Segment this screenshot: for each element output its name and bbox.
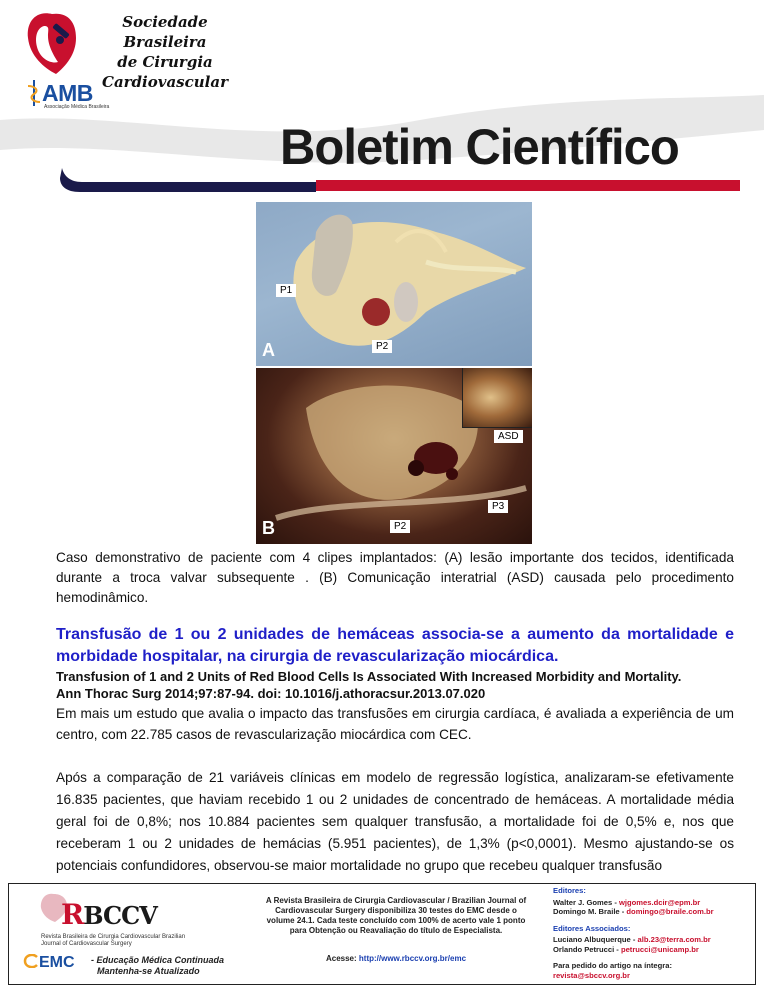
amb-subtitle: Associação Médica Brasileira: [44, 104, 110, 110]
editor-2-email[interactable]: domingo@braile.com.br: [626, 907, 714, 916]
clinical-figure: [256, 202, 532, 544]
emc-logo: [23, 954, 75, 972]
article-title: Transfusão de 1 ou 2 unidades de hemáceas associa-se a aumento da mortalidade e morbidade hospitalar, na cirurgia de revascularização miocárdica.: [56, 626, 734, 665]
access-label: Acesse:: [325, 954, 359, 963]
emc-line-2: Mantenha-se Atualizado: [97, 966, 200, 976]
footer-editors: [553, 886, 753, 980]
assoc-editor-1-name: Luciano Albuquerque -: [553, 935, 638, 944]
access-link[interactable]: http://www.rbccv.org.br/emc: [358, 954, 467, 963]
assoc-editor-2-name: Orlando Petrucci -: [553, 944, 621, 954]
editor-1-name: Walter J. Gomes -: [553, 897, 619, 907]
org-line-3: Cardiovascular: [102, 73, 228, 91]
page-header: [0, 0, 764, 200]
label-asd: ASD: [494, 430, 523, 443]
emc-swirl-icon: [23, 954, 39, 968]
rbccv-subtitle: Revista Brasileira de Cirurgia Cardiovascular Brazilian Journal of Cardiovascular Surgery: [41, 934, 186, 947]
sbccv-logo-icon: [22, 6, 82, 78]
label-p1: P1: [276, 284, 296, 297]
label-p2-top: P2: [372, 340, 392, 353]
label-p2-bottom: P2: [390, 520, 410, 533]
panel-a-specimen: [256, 202, 532, 366]
title-accent-bar: [316, 180, 740, 191]
figure-caption: Caso demonstrativo de paciente com 4 clipes implantados: (A) lesão importante dos tecidos, identificada durante a troca valvar subsequente . (B) Comunicação interatrial (ASD) causada pelo procedimento hemodinâmico.: [56, 550, 734, 605]
label-p3: P3: [488, 500, 508, 513]
editor-2: [553, 907, 753, 917]
footer-emc-info: A Revista Brasileira de Cirurgia Cardiovascular / Brazilian Journal of Cardiovascular Surgery disponibiliza 30 testes do EMC desde o volume 24.1. Cada teste concluído com 100% de acerto vale 1 ponto para Obtenção ou Reavaliação do título de Especialista.: [265, 896, 527, 935]
figure-panel-b: [256, 368, 532, 544]
assoc-editor-1-email[interactable]: alb.23@terra.com.br: [637, 935, 711, 944]
panel-a-letter: A: [262, 340, 275, 360]
editor-1-email[interactable]: wjgomes.dcir@epm.br: [618, 897, 701, 907]
article-english-title: Transfusion of 1 and 2 Units of Red Blood Cells Is Associated With Increased Morbidity and Mortality.: [56, 669, 682, 684]
order-line: Para pedido do artigo na íntegra:: [553, 961, 672, 970]
rbccv-r: R: [61, 898, 84, 931]
order-email[interactable]: revista@sbccv.org.br: [553, 970, 630, 980]
editor-2-name: Domingo M. Braile -: [553, 907, 627, 916]
asd-inset-image: [462, 368, 532, 428]
article-reference: Ann Thorac Surg 2014;97:87-94. doi: 10.1016/j.athoracsur.2013.07.020: [56, 686, 486, 701]
page-title: Boletim Científico: [280, 119, 679, 175]
article-paragraph-1: Em mais um estudo que avalia o impacto das transfusões em cirurgia cardíaca, é avaliada a experiência de um centro, com 22.785 casos de revascularização miocárdica com CEC.: [56, 706, 734, 742]
assoc-editor-1: [553, 935, 753, 945]
emc-tagline: [91, 955, 224, 977]
assoc-editor-2-email[interactable]: petrucci@unicamp.br: [620, 944, 699, 954]
rbccv-rest: BCCV: [83, 901, 157, 930]
amb-caduceus-icon: [26, 80, 42, 106]
page-footer: [8, 883, 756, 985]
figure-panel-a: [256, 202, 532, 366]
org-line-2: de Cirurgia: [117, 53, 213, 71]
editor-1: [553, 898, 753, 908]
org-line-1: Sociedade Brasileira: [122, 13, 208, 51]
amb-label: AMB: [42, 80, 93, 106]
emc-label: EMC: [39, 954, 75, 971]
rbccv-logo: [61, 898, 157, 931]
organization-name: [80, 12, 250, 92]
assoc-editors-heading: Editores Associados:: [553, 923, 631, 933]
assoc-editor-2: [553, 945, 753, 955]
editors-heading: Editores:: [553, 886, 586, 895]
article-paragraph-2: Após a comparação de 21 variáveis clínicas em modelo de regressão logística, analizaram-se efetivamente 16.835 pacientes, que haviam recebido 1 ou 2 unidades de concentrado de hemáceas. A mortalidade média geral foi de 0,8%; nos 10.884 pacientes sem qualquer transfusão, a mortalidade foi de 0,5% e, nos que receberam 1 ou 2 unidades de hemácias (5.951 pacientes), de 1,3% (p<0,0001). Mesmo ajustando-se os potenciais confundidores, observou-se maior mortalidade no grupo que recebeu qualquer transfusão: [56, 770, 734, 873]
footer-access: [261, 954, 531, 963]
panel-b-letter: B: [262, 518, 275, 538]
emc-line-1: - Educação Médica Continuada: [91, 955, 225, 965]
